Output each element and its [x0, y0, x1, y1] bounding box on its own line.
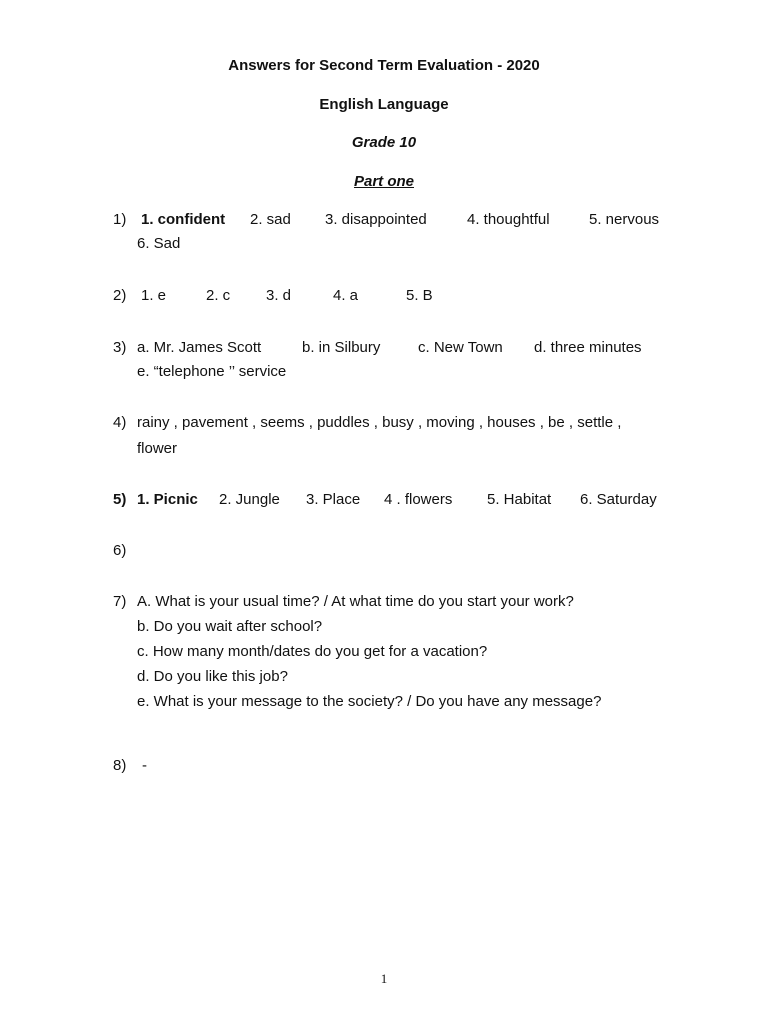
subject-heading: English Language	[319, 96, 449, 113]
answer-line: A. What is your usual time? / At what time do you start your work?	[137, 593, 574, 610]
question-number: 8)	[113, 757, 127, 774]
answer-item: c. New Town	[418, 339, 503, 356]
document-title: Answers for Second Term Evaluation - 2020	[228, 57, 540, 74]
answer-item: 2. sad	[250, 211, 291, 228]
answer-line: d. Do you like this job?	[137, 668, 288, 685]
page-number: 1	[380, 971, 388, 986]
question-number: 2)	[113, 287, 127, 304]
answer-line: rainy , pavement , seems , puddles , busy , moving , houses , be , settle ,	[137, 414, 622, 431]
question-answers	[142, 754, 742, 778]
answer-line: flower	[137, 440, 178, 457]
answer-item: b. in Silbury	[302, 339, 381, 356]
answer-item: 5. B	[406, 287, 433, 304]
grade-heading: Grade 10	[351, 134, 417, 151]
question-answers	[137, 488, 737, 512]
question-number: 4)	[113, 414, 127, 431]
question-number: 1)	[113, 211, 127, 228]
answer-item: 3. d	[266, 287, 292, 304]
answer-line: -	[142, 757, 147, 774]
question-number: 5)	[113, 491, 127, 508]
answer-item: e. “telephone ’’ service	[137, 363, 287, 380]
answer-item: 6. Sad	[137, 235, 181, 252]
answer-item: 3. disappointed	[325, 211, 427, 228]
question-answers	[137, 336, 737, 384]
answer-item: 2. c	[206, 287, 231, 304]
answer-item: 6. Saturday	[580, 491, 657, 508]
answer-line: b. Do you wait after school?	[137, 618, 323, 635]
answer-item: 1. Picnic	[137, 491, 198, 508]
answer-item: a. Mr. James Scott	[137, 339, 262, 356]
question-number: 3)	[113, 339, 127, 356]
answer-item: 1. e	[141, 287, 167, 304]
answer-item: d. three minutes	[534, 339, 642, 356]
answer-item: 3. Place	[306, 491, 361, 508]
answer-item: 2. Jungle	[219, 491, 280, 508]
answer-line: c. How many month/dates do you get for a vacation?	[137, 643, 488, 660]
answer-line: e. What is your message to the society? / Do you have any message?	[137, 693, 602, 710]
question-answers	[137, 589, 737, 714]
question-number: 6)	[113, 542, 127, 559]
question-answers	[137, 411, 737, 461]
answer-item: 1. confident	[141, 211, 226, 228]
question-answers	[137, 284, 737, 308]
question-number: 7)	[113, 593, 127, 610]
question-answers	[137, 208, 737, 256]
answer-item: 5. nervous	[589, 211, 660, 228]
part-heading: Part one	[353, 173, 414, 190]
answer-item: 4. thoughtful	[467, 211, 550, 228]
answer-item: 4 . flowers	[384, 491, 453, 508]
answer-item: 5. Habitat	[487, 491, 552, 508]
answer-item: 4. a	[333, 287, 359, 304]
